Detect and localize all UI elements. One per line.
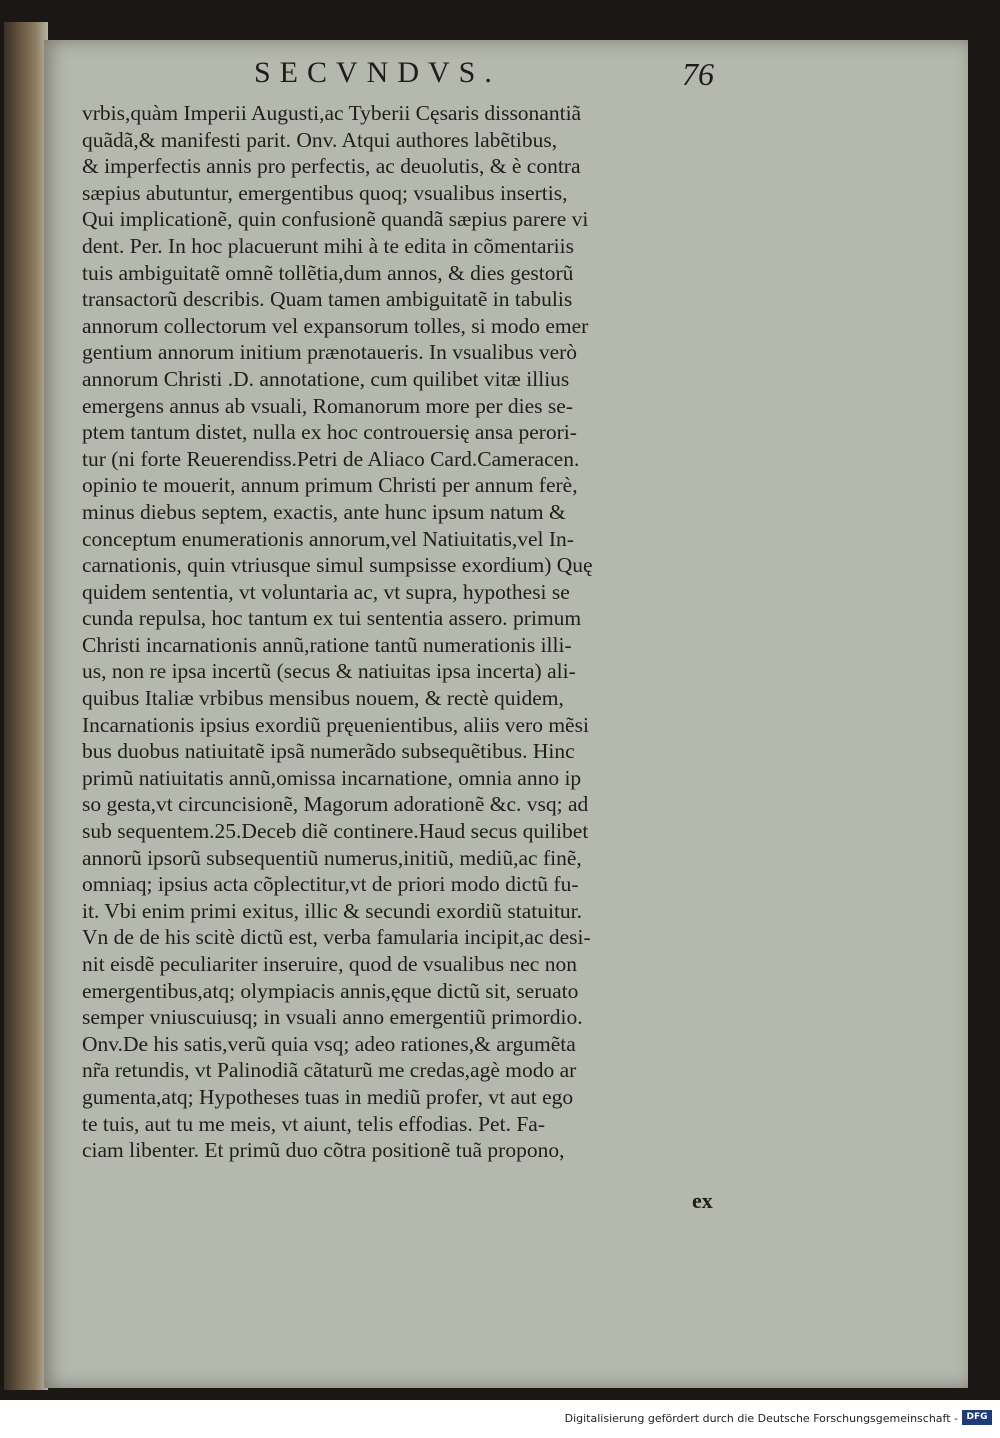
text-line: annorum Christi .D. annotatione, cum quilibet vitæ illius xyxy=(82,366,570,391)
text-line: gentium annorum initium prænotaueris. In vsualibus verò xyxy=(82,340,578,365)
text-line: transactorũ describis. Quam tamen ambiguitatẽ in tabulis xyxy=(82,287,573,312)
text-line: minus diebus septem, exactis, ante hunc ipsum natum & xyxy=(82,499,566,524)
text-line: te tuis, aut tu me meis, vt aiunt, telis effodias. Pet. Fa- xyxy=(82,1111,545,1136)
text-line: gumenta,atq; Hypotheses tuas in mediũ profer, vt aut ego xyxy=(82,1084,574,1109)
funding-credit: Digitalisierung gefördert durch die Deutsche Forschungsgemeinschaft - xyxy=(564,1412,958,1425)
text-line: Qui implicationẽ, quin confusionẽ quandã sæpius parere vi xyxy=(82,207,589,232)
text-line: Incarnationis ipsius exordiũ pręuenientibus, aliis vero mẽsi xyxy=(82,712,589,737)
footer-bar xyxy=(0,1400,1000,1438)
catchword: ex xyxy=(692,1188,713,1213)
page-header xyxy=(44,56,968,96)
text-line: it. Vbi enim primi exitus, illic & secundi exordiũ statuitur. xyxy=(82,898,583,923)
text-line: sæpius abutuntur, emergentibus quoq; vsualibus insertis, xyxy=(82,180,568,205)
text-line: tur (ni forte Reuerendiss.Petri de Aliaco Card.Cameracen. xyxy=(82,446,580,471)
text-line: emergentibus,atq; olympiacis annis,ęque dictũ sit, seruato xyxy=(82,978,579,1003)
text-line: opinio te mouerit, annum primum Christi per annum ferè, xyxy=(82,473,578,498)
text-line: emergens annus ab vsuali, Romanorum more per dies se- xyxy=(82,393,573,418)
text-line: quidem sententia, vt voluntaria ac, vt supra, hypothesi se xyxy=(82,579,570,604)
text-line: annorũ ipsorũ subsequentiũ numerus,initiũ, mediũ,ac finẽ, xyxy=(82,845,582,870)
text-line: vrbis,quàm Imperii Augusti,ac Tyberii Cęsaris dissonantiã xyxy=(82,101,582,125)
text-line: ptem tantum distet, nulla ex hoc controuersię ansa perori- xyxy=(82,420,577,445)
text-line: sub sequentem.25.Deceb diẽ continere.Haud secus quilibet xyxy=(82,819,589,844)
text-line: bus duobus natiuitatẽ ipsã numerãdo subsequẽtibus. Hinc xyxy=(82,739,575,764)
text-line: semper vniuscuiusq; in vsuali anno emergentiũ primordio. xyxy=(82,1005,583,1030)
text-line: nit eisdẽ peculiariter inseruire, quod de vsualibus nec non xyxy=(82,952,577,976)
text-line: dent. Per. In hoc placuerunt mihi à te edita in cõmentariis xyxy=(82,233,574,258)
text-line: Christi incarnationis annũ,ratione tantũ numerationis illi- xyxy=(82,632,572,657)
text-line: so gesta,vt circuncisionẽ, Magorum adorationẽ &c. vsq; ad xyxy=(82,792,589,817)
text-line: Onv.De his satis,verũ quia vsq; adeo rationes,& argumẽta xyxy=(82,1031,576,1056)
text-line: ciam libenter. Et primũ duo cõtra positionẽ tuã propono, xyxy=(82,1138,565,1163)
text-line: nr̃a retundis, vt Palinodiã cãtaturũ me credas,agè modo ar xyxy=(82,1058,577,1083)
text-line: annorum collectorum vel expansorum tolles, si modo emer xyxy=(82,313,589,338)
folio-number: 76 xyxy=(682,56,714,92)
text-line: us, non re ipsa incertũ (secus & natiuitas ipsa incerta) ali- xyxy=(82,659,576,684)
text-line: Vn de de his scitè dictũ est, verba famularia incipit,ac desi- xyxy=(82,925,591,950)
text-line: tuis ambiguitatẽ omnẽ tollẽtia,dum annos, & dies gestorũ xyxy=(82,260,574,285)
text-line: cunda repulsa, hoc tantum ex tui sententia assero. primum xyxy=(82,606,582,631)
running-title: SECVNDVS. xyxy=(254,56,501,89)
dfg-logo-icon: DFG xyxy=(962,1410,992,1425)
book-binding-edge xyxy=(4,22,48,1390)
text-line: quibus Italiæ vrbibus mensibus nouem, & rectè quidem, xyxy=(82,686,564,711)
text-line: quãdã,& manifesti parit. Onv. Atqui authores labẽtibus, xyxy=(82,127,558,152)
text-line: & imperfectis annis pro perfectis, ac deuolutis, & è contra xyxy=(82,154,581,179)
text-line: primũ natiuitatis annũ,omissa incarnatione, omnia anno ip xyxy=(82,765,582,790)
text-line: carnationis, quin vtriusque simul sumpsisse exordium) Quę xyxy=(82,553,593,578)
book-page xyxy=(44,40,968,1388)
text-line: omniaq; ipsius acta cõplectitur,vt de priori modo dictũ fu- xyxy=(82,872,579,897)
text-line: conceptum enumerationis annorum,vel Natiuitatis,vel In- xyxy=(82,526,574,551)
text-block xyxy=(82,100,762,1164)
